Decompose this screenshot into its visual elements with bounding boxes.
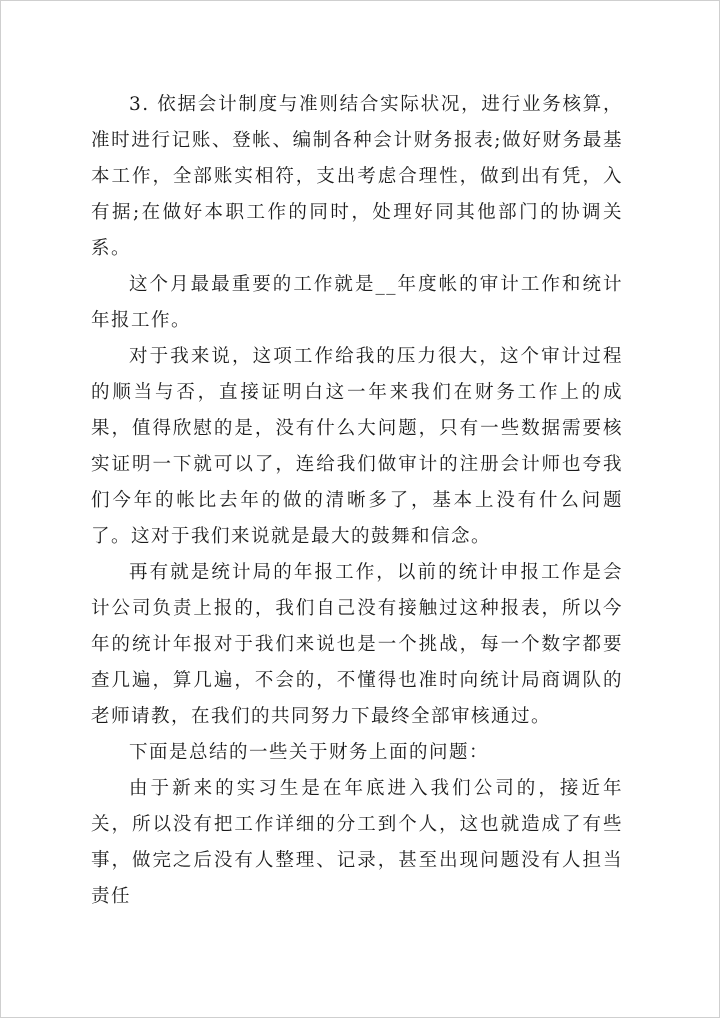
document-body	[91, 87, 623, 915]
paragraph-annual-audit: 这个月最最重要的工作就是__年度帐的审计工作和统计年报工作。	[91, 274, 623, 331]
paragraph-problems-heading: 下面是总结的一些关于财务上面的问题：	[129, 742, 490, 763]
paragraph-accounting-duties: 3. 依据会计制度与准则结合实际状况，进行业务核算，准时进行记账、登帐、编制各种会计财务报表;做好财务最基本工作，全部账实相符，支出考虑合理性，做到出有凭，入有据;在做好本职工作的同时，处理好同其他部门的协调关系。	[91, 94, 623, 259]
paragraph-statistics-report: 再有就是统计局的年报工作，以前的统计申报工作是会计公司负责上报的，我们自己没有接触过这种报表，所以今年的统计年报对于我们来说也是一个挑战，每一个数字都要查几遍，算几遍，不会的，不懂得也准时向统计局商调队的老师请教，在我们的共同努力下最终全部审核通过。	[91, 562, 623, 727]
paragraph-intern-issue: 由于新来的实习生是在年底进入我们公司的，接近年关，所以没有把工作详细的分工到个人，这也就造成了有些事，做完之后没有人整理、记录，甚至出现问题没有人担当责任	[91, 778, 623, 907]
paragraph-audit-pressure: 对于我来说，这项工作给我的压力很大，这个审计过程的顺当与否，直接证明白这一年来我们在财务工作上的成果，值得欣慰的是，没有什么大问题，只有一些数据需要核实证明一下就可以了，连给我们做审计的注册会计师也夸我们今年的帐比去年的做的清晰多了，基本上没有什么问题了。这对于我们来说就是最大的鼓舞和信念。	[91, 346, 623, 547]
